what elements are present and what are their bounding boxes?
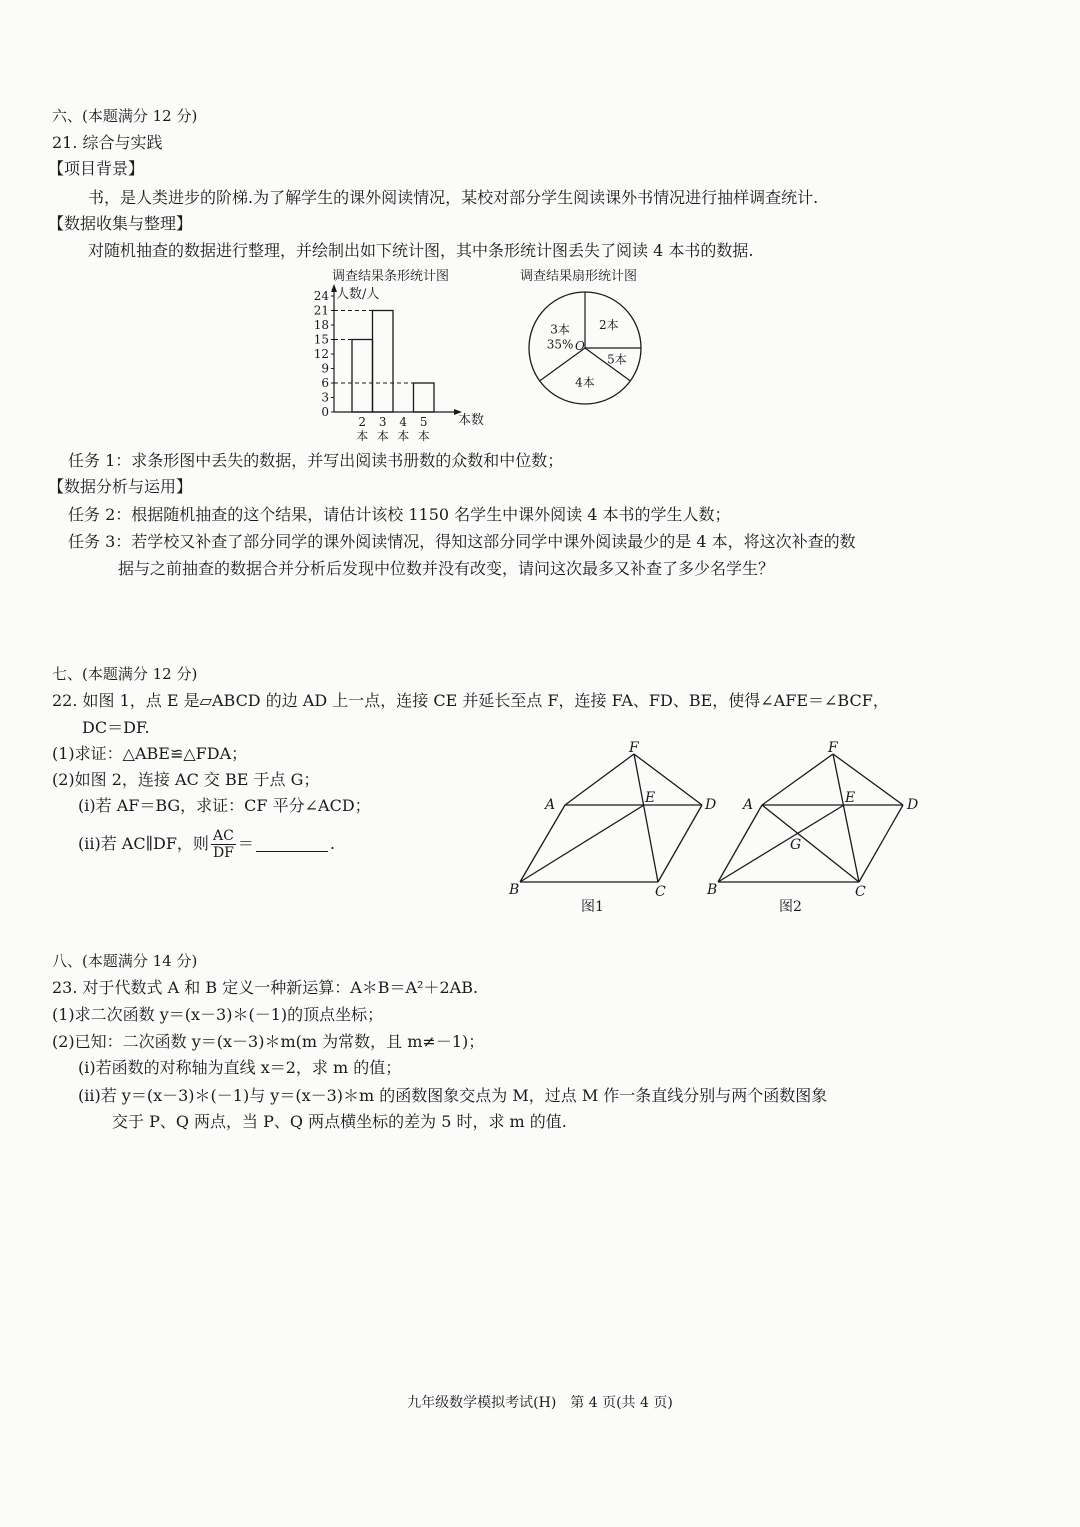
q22-part2-ii: [78, 826, 335, 862]
fraction: [211, 828, 236, 861]
bar-chart-ylabel: 人数/人: [336, 287, 380, 302]
q21-task2: 任务 2：根据随机抽查的这个结果，请估计该校 1150 名学生中课外阅读 4 本书的学生人数；: [68, 505, 731, 524]
figure-2-caption: 图2: [779, 899, 802, 915]
q21-background-heading: 【项目背景】: [48, 159, 145, 178]
section-8-header: 八、(本题满分 14 分): [52, 952, 198, 970]
q21-task3-line2: 据与之前抽查的数据合并分析后发现中位数并没有改变，请问这次最多又补查了多少名学生？: [118, 559, 775, 578]
x-category-unit: 本: [397, 429, 410, 443]
point-D-label: D: [705, 797, 717, 813]
x-category-number: 5: [419, 415, 428, 429]
pie-slice-label-2本: 2本: [598, 318, 619, 333]
section-6-header: 六、(本题满分 12 分): [52, 107, 198, 125]
figure-1: [505, 740, 725, 920]
point-F-label: F: [828, 740, 838, 756]
pie-slice-label-3本: 3本: [550, 322, 570, 337]
y-tick-label: 12: [313, 347, 329, 361]
point-A-label: A: [545, 797, 556, 813]
q22-stem-line2: DC＝DF.: [82, 718, 150, 737]
point-E-label: E: [845, 790, 856, 806]
pie-slice-value-3本: 35%: [546, 337, 574, 352]
segment-AB: [520, 805, 565, 882]
segment-FD: [833, 754, 903, 805]
point-A-label: A: [743, 797, 754, 813]
pie-slice-label-4本: 4本: [575, 375, 595, 390]
pie-slice-label-5本: 5本: [607, 352, 627, 367]
pie-chart: [512, 262, 662, 412]
page-footer: 九年级数学模拟考试(H) 第 4 页(共 4 页): [407, 1395, 673, 1411]
x-category-number: 2: [358, 415, 367, 429]
fraction-numerator: AC: [211, 828, 236, 845]
bar-3本: [373, 311, 394, 413]
segment-CD: [859, 805, 903, 882]
point-B-label: B: [509, 882, 520, 898]
segment-AB: [718, 805, 762, 882]
q21-collect-heading: 【数据收集与整理】: [48, 214, 193, 233]
q21-collect-text: 对随机抽查的数据进行整理，并绘制出如下统计图，其中条形统计图丢失了阅读 4 本书的数据.: [88, 241, 754, 260]
q21-task1: 任务 1：求条形图中丢失的数据，并写出阅读书册数的众数和中位数；: [68, 451, 564, 470]
segment-FA: [762, 754, 833, 805]
y-tick-label: 18: [313, 318, 329, 332]
q22-part2-ii-text: (ⅱ)若 AC∥DF，则: [78, 834, 209, 853]
segment-AC: [762, 805, 859, 882]
y-tick-label: 0: [321, 405, 329, 419]
y-tick-label: 6: [321, 376, 329, 390]
y-tick-label: 9: [321, 361, 329, 376]
y-tick-label: 24: [313, 289, 329, 303]
q21-analysis-heading: 【数据分析与运用】: [48, 477, 193, 496]
point-C-label: C: [655, 884, 666, 900]
point-G-label: G: [790, 837, 802, 853]
point-D-label: D: [907, 797, 919, 813]
x-category-unit: 本: [376, 429, 389, 443]
x-category-number: 3: [378, 415, 387, 429]
figure-2: [703, 740, 923, 920]
pie-center-label: O: [575, 339, 585, 353]
bar-2本: [352, 340, 373, 413]
q23-part1: (1)求二次函数 y＝(x－3)＊(－1)的顶点坐标；: [52, 1005, 384, 1024]
q21-background-text: 书，是人类进步的阶梯.为了解学生的课外阅读情况，某校对部分学生阅读课外书情况进行抽样调查统计.: [88, 188, 819, 207]
x-category-number: 4: [399, 415, 408, 429]
x-category-unit: 本: [356, 429, 369, 443]
period: .: [329, 834, 335, 853]
point-F-label: F: [629, 740, 639, 756]
y-tick-label: 3: [321, 390, 329, 405]
q21-title: 21. 综合与实践: [52, 133, 163, 152]
bar-chart: [300, 262, 520, 442]
point-B-label: B: [707, 882, 718, 898]
segment-FA: [565, 754, 634, 805]
bar-chart-title: 调查结果条形统计图: [332, 269, 450, 284]
point-C-label: C: [855, 884, 866, 900]
segment-FC: [833, 754, 859, 882]
q22-part1: (1)求证：△ABE≌△FDA；: [52, 744, 248, 763]
y-tick-label: 21: [313, 303, 329, 318]
bar-chart-xlabel: 本数: [458, 413, 485, 428]
point-E-label: E: [645, 790, 656, 806]
section-7-header: 七、(本题满分 12 分): [52, 665, 198, 683]
bar-5本: [414, 383, 435, 412]
segment-CD: [658, 805, 702, 882]
q23-stem: 23. 对于代数式 A 和 B 定义一种新运算：A＊B＝A²＋2AB.: [52, 978, 479, 997]
q22-part2-i: (ⅰ)若 AF＝BG，求证：CF 平分∠ACD；: [78, 796, 371, 815]
segment-FC: [634, 754, 658, 882]
equals-sign: ＝: [237, 834, 254, 853]
q22-stem-line1: 22. 如图 1，点 E 是▱ABCD 的边 AD 上一点，连接 CE 并延长至点 F，连接 FA、FD、BE，使得∠AFE＝∠BCF，: [52, 691, 889, 710]
q23-part2: (2)已知：二次函数 y＝(x－3)＊m(m 为常数，且 m≠－1)；: [52, 1032, 485, 1051]
q22-part2: (2)如图 2，连接 AC 交 BE 于点 G；: [52, 770, 320, 789]
x-category-unit: 本: [417, 429, 430, 443]
q23-part2-ii-line1: (ⅱ)若 y＝(x－3)＊(－1)与 y＝(x－3)＊m 的函数图象交点为 M，过点 M 作一条直线分别与两个函数图象: [78, 1086, 828, 1105]
segment-BE: [718, 805, 844, 882]
y-tick-label: 15: [313, 332, 329, 347]
segment-BE: [520, 805, 644, 882]
q23-part2-i: (ⅰ)若函数的对称轴为直线 x＝2，求 m 的值；: [78, 1058, 402, 1077]
q23-part2-ii-line2: 交于 P、Q 两点，当 P、Q 两点横坐标的差为 5 时，求 m 的值.: [112, 1112, 567, 1131]
fraction-denominator: DF: [212, 845, 234, 861]
pie-chart-title: 调查结果扇形统计图: [520, 269, 638, 284]
figure-1-caption: 图1: [581, 899, 604, 915]
q21-task3-line1: 任务 3：若学校又补查了部分同学的课外阅读情况，得知这部分同学中课外阅读最少的是 4 本，将这次补查的数: [68, 532, 856, 551]
answer-blank: [256, 837, 328, 852]
